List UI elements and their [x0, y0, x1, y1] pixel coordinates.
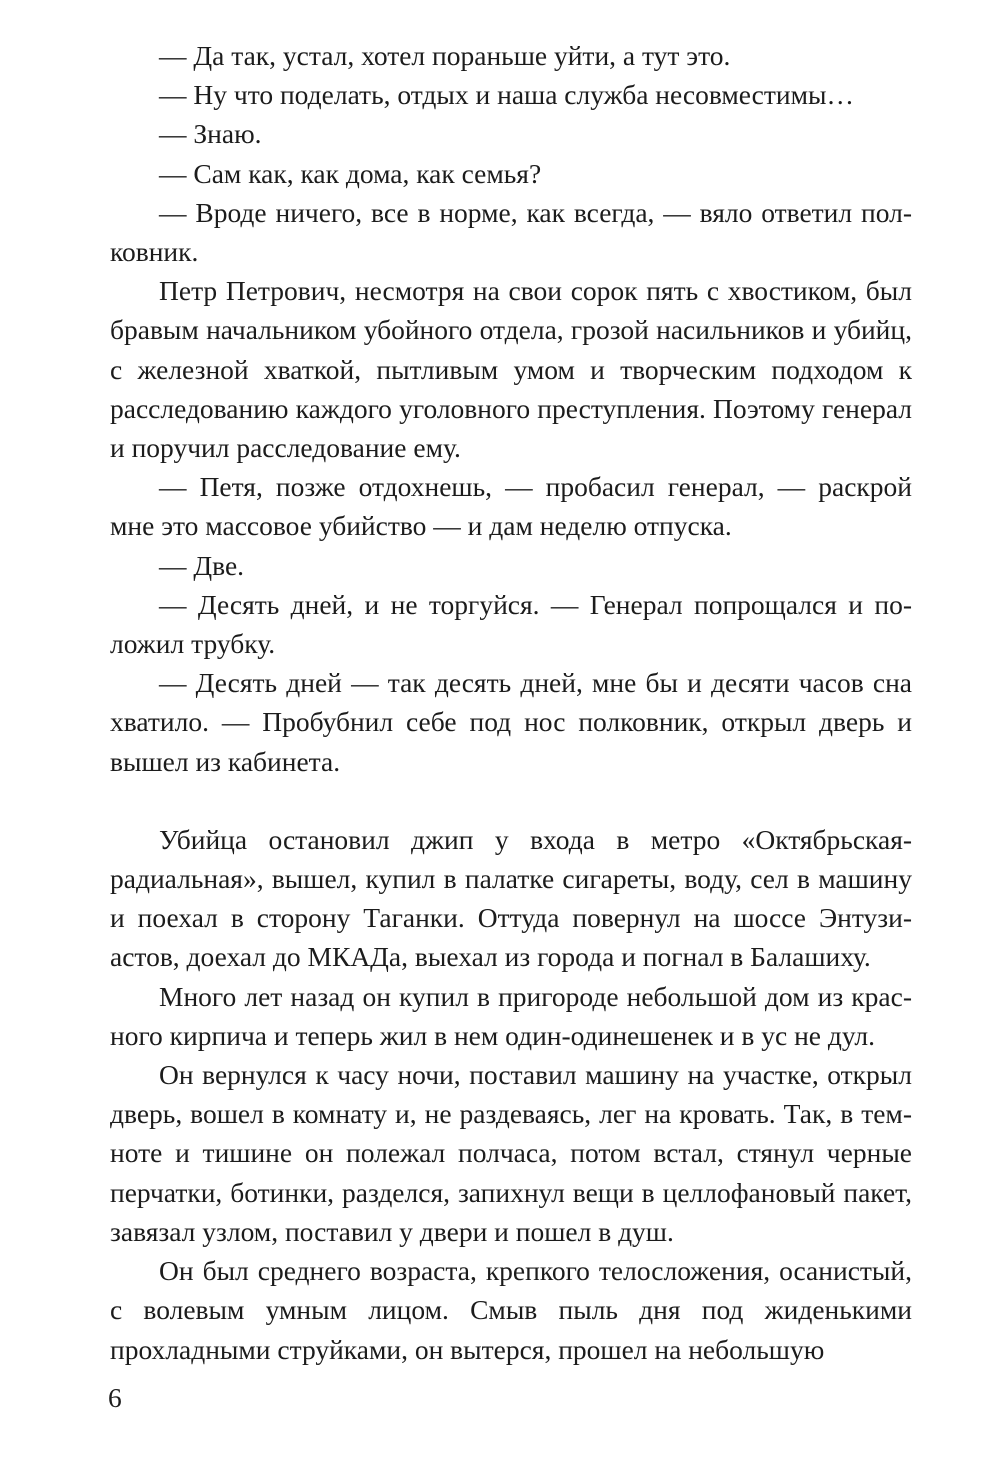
paragraph-8: — Две.	[159, 549, 245, 581]
paragraph-2: — Ну что поделать, отдых и наша служба несовместимы…	[159, 79, 854, 111]
page-number: 6	[108, 1382, 122, 1413]
paragraph-10: — Десять дней — так десять дней, мне бы и десяти часов сна хватило. — Пробубнил себе под нос полковник, открыл дверь и вышел из кабинета.	[110, 667, 912, 777]
paragraph-12: Много лет назад он купил в пригороде небольшой дом из красного кирпича и теперь жил в нем один-одинешенек и в ус не дул.	[110, 980, 912, 1051]
paragraph-9: — Десять дней, и не торгуйся. — Генерал попрощался и положил трубку.	[110, 588, 912, 660]
section-dialogue	[110, 36, 912, 781]
paragraph-5: — Вроде ничего, все в норме, как всегда, — вяло ответил полковник.	[110, 196, 912, 268]
paragraph-1: — Да так, устал, хотел пораньше уйти, а тут это.	[159, 40, 731, 71]
section-narrative	[110, 820, 912, 1369]
paragraph-13: Он вернулся к часу ночи, поставил машину на участке, открыл дверь, вошел в комнату и, не раздеваясь, лег на кровать. Так, в темноте и тишине он полежал полчаса, потом встал, стянул черные перчатки, ботинки, разделся, запихнул вещи в целлофановый пакет, завязал узлом, поставил у двери и пошел в душ.	[110, 1059, 912, 1247]
paragraph-7: — Петя, позже отдохнешь, — пробасил генерал, — раскрой мне это массовое убийство — и дам неделю отпуска.	[110, 471, 912, 542]
section-break	[110, 781, 912, 820]
paragraph-4: — Сам как, как дома, как семья?	[159, 157, 542, 189]
paragraph-6: Петр Петрович, несмотря на свои сорок пять с хвостиком, был бравым начальником убойного отдела, грозой насильников и убийц, с железной хваткой, пытливым умом и творческим подходом к расследованию каждого уголовного преступления. Поэтому генерал и поручил расследование ему.	[110, 275, 912, 464]
paragraph-3: — Знаю.	[159, 118, 262, 150]
paragraph-11: Убийца остановил джип у входа в метро «Октябрьская-радиальная», вышел, купил в палатке сигареты, воду, сел в машину и поехал в сторону Таганки. Оттуда повернул на шоссе Энтузиастов, доехал до МКАДа, выехал из города и погнал в Балашиху.	[110, 823, 912, 973]
paragraph-14: Он был среднего возраста, крепкого телосложения, осанистый, с волевым умным лицом. Смыв пыль дня под жиденькими прохладными струйками, он вытерся, прошел на небольшую	[110, 1255, 912, 1365]
